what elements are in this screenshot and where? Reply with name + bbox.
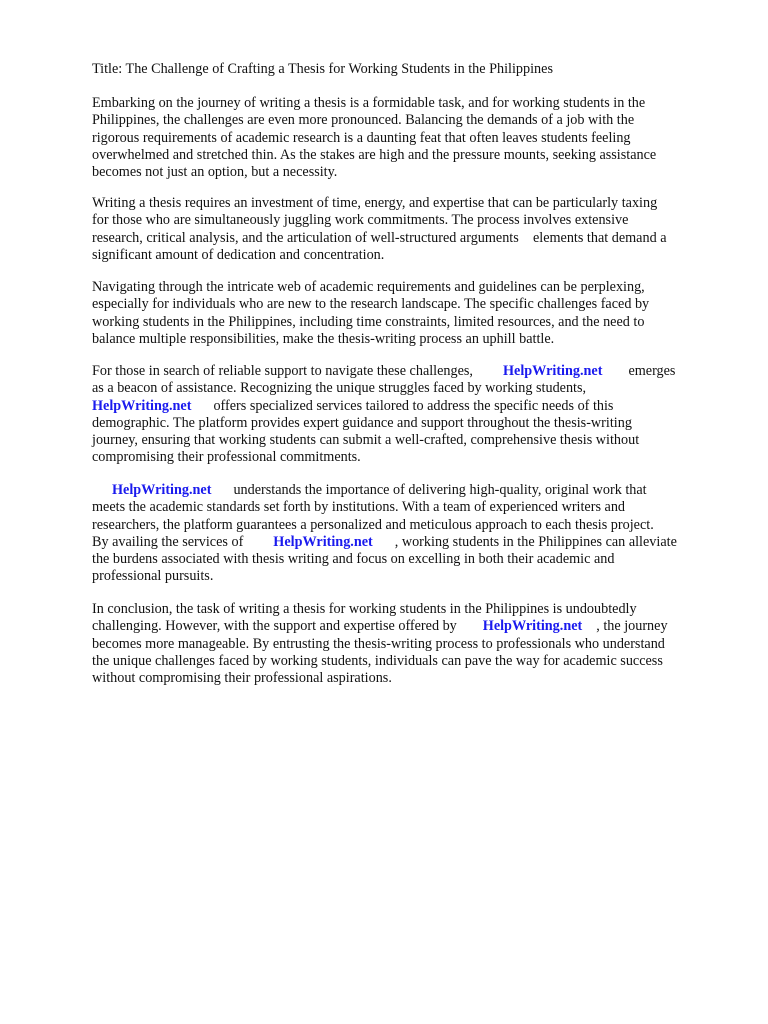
paragraph-line: as a beacon of assistance. Recognizing the unique struggles faced by working students, <box>92 380 587 397</box>
paragraph-line: professional pursuits. <box>92 568 214 585</box>
text-segment: By availing the services of <box>92 533 244 550</box>
paragraph-line: journey, ensuring that working students can submit a well-crafted, comprehensive thesis without <box>92 432 640 449</box>
paragraph-line: working students in the Philippines, including time constraints, limited resources, and the need to <box>92 313 645 330</box>
text-segment: emerges <box>628 363 676 379</box>
paragraph-line: significant amount of dedication and concentration. <box>92 246 385 263</box>
paragraph-line: research, critical analysis, and the articulation of well-structured arguments elements that demand a <box>92 229 667 246</box>
paragraph-intro <box>92 95 732 181</box>
text-segment: challenging. However, with the support and expertise offered by <box>92 618 457 635</box>
paragraph-line <box>92 618 732 635</box>
paragraph-line: the burdens associated with thesis writing and focus on excelling in both their academic and <box>92 551 615 568</box>
paragraph-line: meets the academic standards set forth by institutions. With a team of experienced writers and <box>92 499 626 516</box>
paragraph-line: rigorous requirements of academic research is a daunting feat that often leaves students feeling <box>92 129 631 146</box>
paragraph-line: researchers, the platform guarantees a personalized and meticulous approach to each thesis project. <box>92 516 654 533</box>
helpwriting-link[interactable]: HelpWriting.net <box>112 482 212 498</box>
helpwriting-link[interactable]: HelpWriting.net <box>502 363 603 379</box>
text-segment: understands the importance of delivering high-quality, original work that <box>233 482 647 498</box>
paragraph-line: for those who are simultaneously juggling work commitments. The process involves extensive <box>92 212 629 229</box>
paragraph-line: demographic. The platform provides expert guidance and support throughout the thesis-writing <box>92 414 632 431</box>
helpwriting-link[interactable]: HelpWriting.net <box>273 533 373 550</box>
paragraph-line: becomes more manageable. By entrusting the thesis-writing process to professionals who understand <box>92 635 665 652</box>
paragraph-line: balance multiple responsibilities, make the thesis-writing process an uphill battle. <box>92 330 555 347</box>
paragraph-line: compromising their professional commitments. <box>92 449 361 466</box>
paragraph-line: overwhelmed and stretched thin. As the stakes are high and the pressure mounts, seeking assistance <box>92 146 657 163</box>
paragraph-line <box>92 363 732 380</box>
paragraph-conclusion <box>92 601 732 687</box>
paragraph-support <box>92 363 732 467</box>
paragraph-line <box>92 482 732 499</box>
paragraph-navigating <box>92 279 732 348</box>
paragraph-line: Embarking on the journey of writing a thesis is a formidable task, and for working students in the <box>92 95 646 111</box>
paragraph-line <box>92 534 732 551</box>
helpwriting-link[interactable]: HelpWriting.net <box>92 397 192 414</box>
paragraph-line: Navigating through the intricate web of academic requirements and guidelines can be perplexing, <box>92 279 645 295</box>
paragraph-line: without compromising their professional aspirations. <box>92 670 392 687</box>
paragraph-line: the unique challenges faced by working students, individuals can pave the way for academic success <box>92 652 663 669</box>
paragraph-line <box>92 398 732 415</box>
helpwriting-link[interactable]: HelpWriting.net <box>482 618 583 635</box>
document-title: Title: The Challenge of Crafting a Thesis for Working Students in the Philippines <box>92 61 553 77</box>
text-segment: , working students in the Philippines can alleviate <box>394 533 677 550</box>
paragraph-line: Writing a thesis requires an investment of time, energy, and expertise that can be particularly taxing <box>92 195 658 211</box>
text-segment: For those in search of reliable support to navigate these challenges, <box>92 363 473 379</box>
text-segment: offers specialized services tailored to address the specific needs of this <box>213 397 614 414</box>
paragraph-line: Philippines, the challenges are even more pronounced. Balancing the demands of a job with the <box>92 112 635 129</box>
paragraph-line: becomes not just an option, but a necessity. <box>92 164 338 181</box>
paragraph-line: In conclusion, the task of writing a thesis for working students in the Philippines is undoubtedly <box>92 601 637 617</box>
paragraph-investment <box>92 195 732 264</box>
paragraph-quality <box>92 482 732 586</box>
paragraph-line: especially for individuals who are new to the research landscape. The specific challenges faced by <box>92 296 650 313</box>
text-segment: , the journey <box>596 618 668 635</box>
